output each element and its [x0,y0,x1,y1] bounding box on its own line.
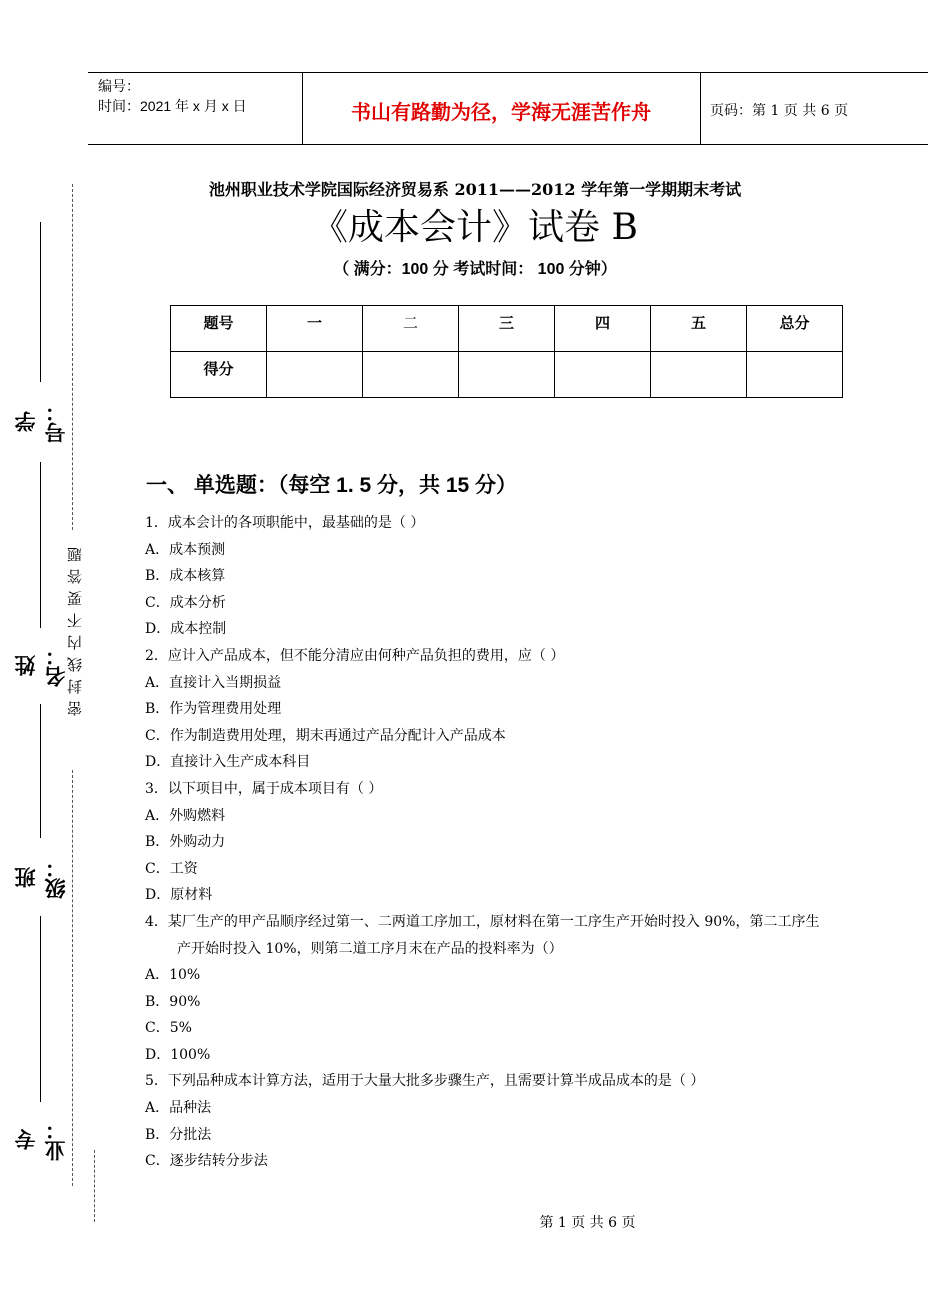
answer-option: B．90% [145,993,201,1010]
score-header-cell: 四 [555,306,651,352]
score-cell[interactable] [363,352,459,398]
header-top-rule [88,72,928,73]
question-stem: 3．以下项目中，属于成本项目有（ ） [145,780,383,797]
section-heading: 一、 单选题：（每空 1. 5 分，共 15 分） [146,474,518,497]
answer-option: D．100% [145,1046,211,1063]
question-stem: 4．某厂生产的甲产品顺序经过第一、二两道工序加工，原材料在第一工序生产开始时投入 90%，第二工序生 [145,913,820,930]
header-bottom-rule [88,144,928,145]
exam-school-line: 池州职业技术学院国际经济贸易系 2011——2012 学年第一学期期末考试 [208,180,742,199]
answer-option: C．逐步结转分步法 [145,1153,268,1170]
score-table-header-row [171,306,843,352]
answer-option: A．品种法 [145,1100,212,1117]
question-stem-continued: 产开始时投入 10%，则第二道工序月末在产品的投料率为（） [177,940,563,957]
score-row-label: 得分 [171,352,267,398]
score-cell[interactable] [459,352,555,398]
question-stem: 5．下列品种成本计算方法，适用于大量大批多步骤生产，且需要计算半成品成本的是（ ） [145,1073,705,1090]
student-id-line[interactable] [40,222,41,382]
score-table [170,305,843,398]
answer-option: A．10% [145,967,201,984]
question-stem: 2．应计入产品成本，但不能分清应由何种产品负担的费用，应（ ） [145,647,565,664]
seal-notice: 密封线内不要答题 [66,540,84,716]
score-header-cell: 总分 [747,306,843,352]
student-id-label: 学号： [15,401,68,443]
answer-option: D．原材料 [145,887,213,904]
page-footer: 第 1 页 共 6 页 [539,1215,636,1231]
answer-option: B．成本核算 [145,568,226,585]
answer-option: B．作为管理费用处理 [145,701,282,718]
answer-option: D．直接计入生产成本科目 [145,754,311,771]
answer-option: A．直接计入当期损益 [145,674,282,691]
score-header-cell: 三 [459,306,555,352]
answer-option: D．成本控制 [145,621,227,638]
score-header-cell: 五 [651,306,747,352]
major-label: 专业： [15,1119,68,1161]
answer-option: A．外购燃料 [145,807,226,824]
student-name-line[interactable] [40,462,41,628]
student-name-label: 姓名： [15,645,68,687]
document-number-label: 编号： [98,78,140,94]
score-table-score-row [171,352,843,398]
score-header-cell: 题号 [171,306,267,352]
score-cell[interactable] [651,352,747,398]
score-cell[interactable] [747,352,843,398]
answer-option: C．5% [145,1020,192,1037]
answer-option: C．作为制造费用处理，期末再通过产品分配计入产品成本 [145,727,506,744]
answer-option: C．成本分析 [145,594,226,611]
score-header-cell: 一 [267,306,363,352]
document-time: 时间：2021 年 x 月 x 日 [98,98,247,114]
score-header-cell: 二 [363,306,459,352]
answer-option: B．外购动力 [145,834,226,851]
seal-dashed-line [72,184,73,530]
major-line[interactable] [40,916,41,1102]
class-line[interactable] [40,704,41,838]
answer-option: B．分批法 [145,1126,212,1143]
exam-info: （ 满分：100 分 考试时间： 100 分钟） [333,261,617,278]
exam-title: 《成本会计》试卷 B [312,207,638,248]
answer-option: A．成本预测 [145,541,226,558]
score-cell[interactable] [267,352,363,398]
header-meta [98,76,247,116]
class-label: 班级： [15,857,68,899]
answer-option: C．工资 [145,860,198,877]
score-cell[interactable] [555,352,651,398]
question-list [145,510,885,1175]
header-motto: 书山有路勤为径，学海无涯苦作舟 [351,100,651,124]
header-page-code: 页码：第 1 页 共 6 页 [710,103,849,119]
header-divider-right [700,72,701,144]
question-stem: 1．成本会计的各项职能中，最基础的是（ ） [145,515,425,531]
seal-dashed-line [72,770,73,1186]
